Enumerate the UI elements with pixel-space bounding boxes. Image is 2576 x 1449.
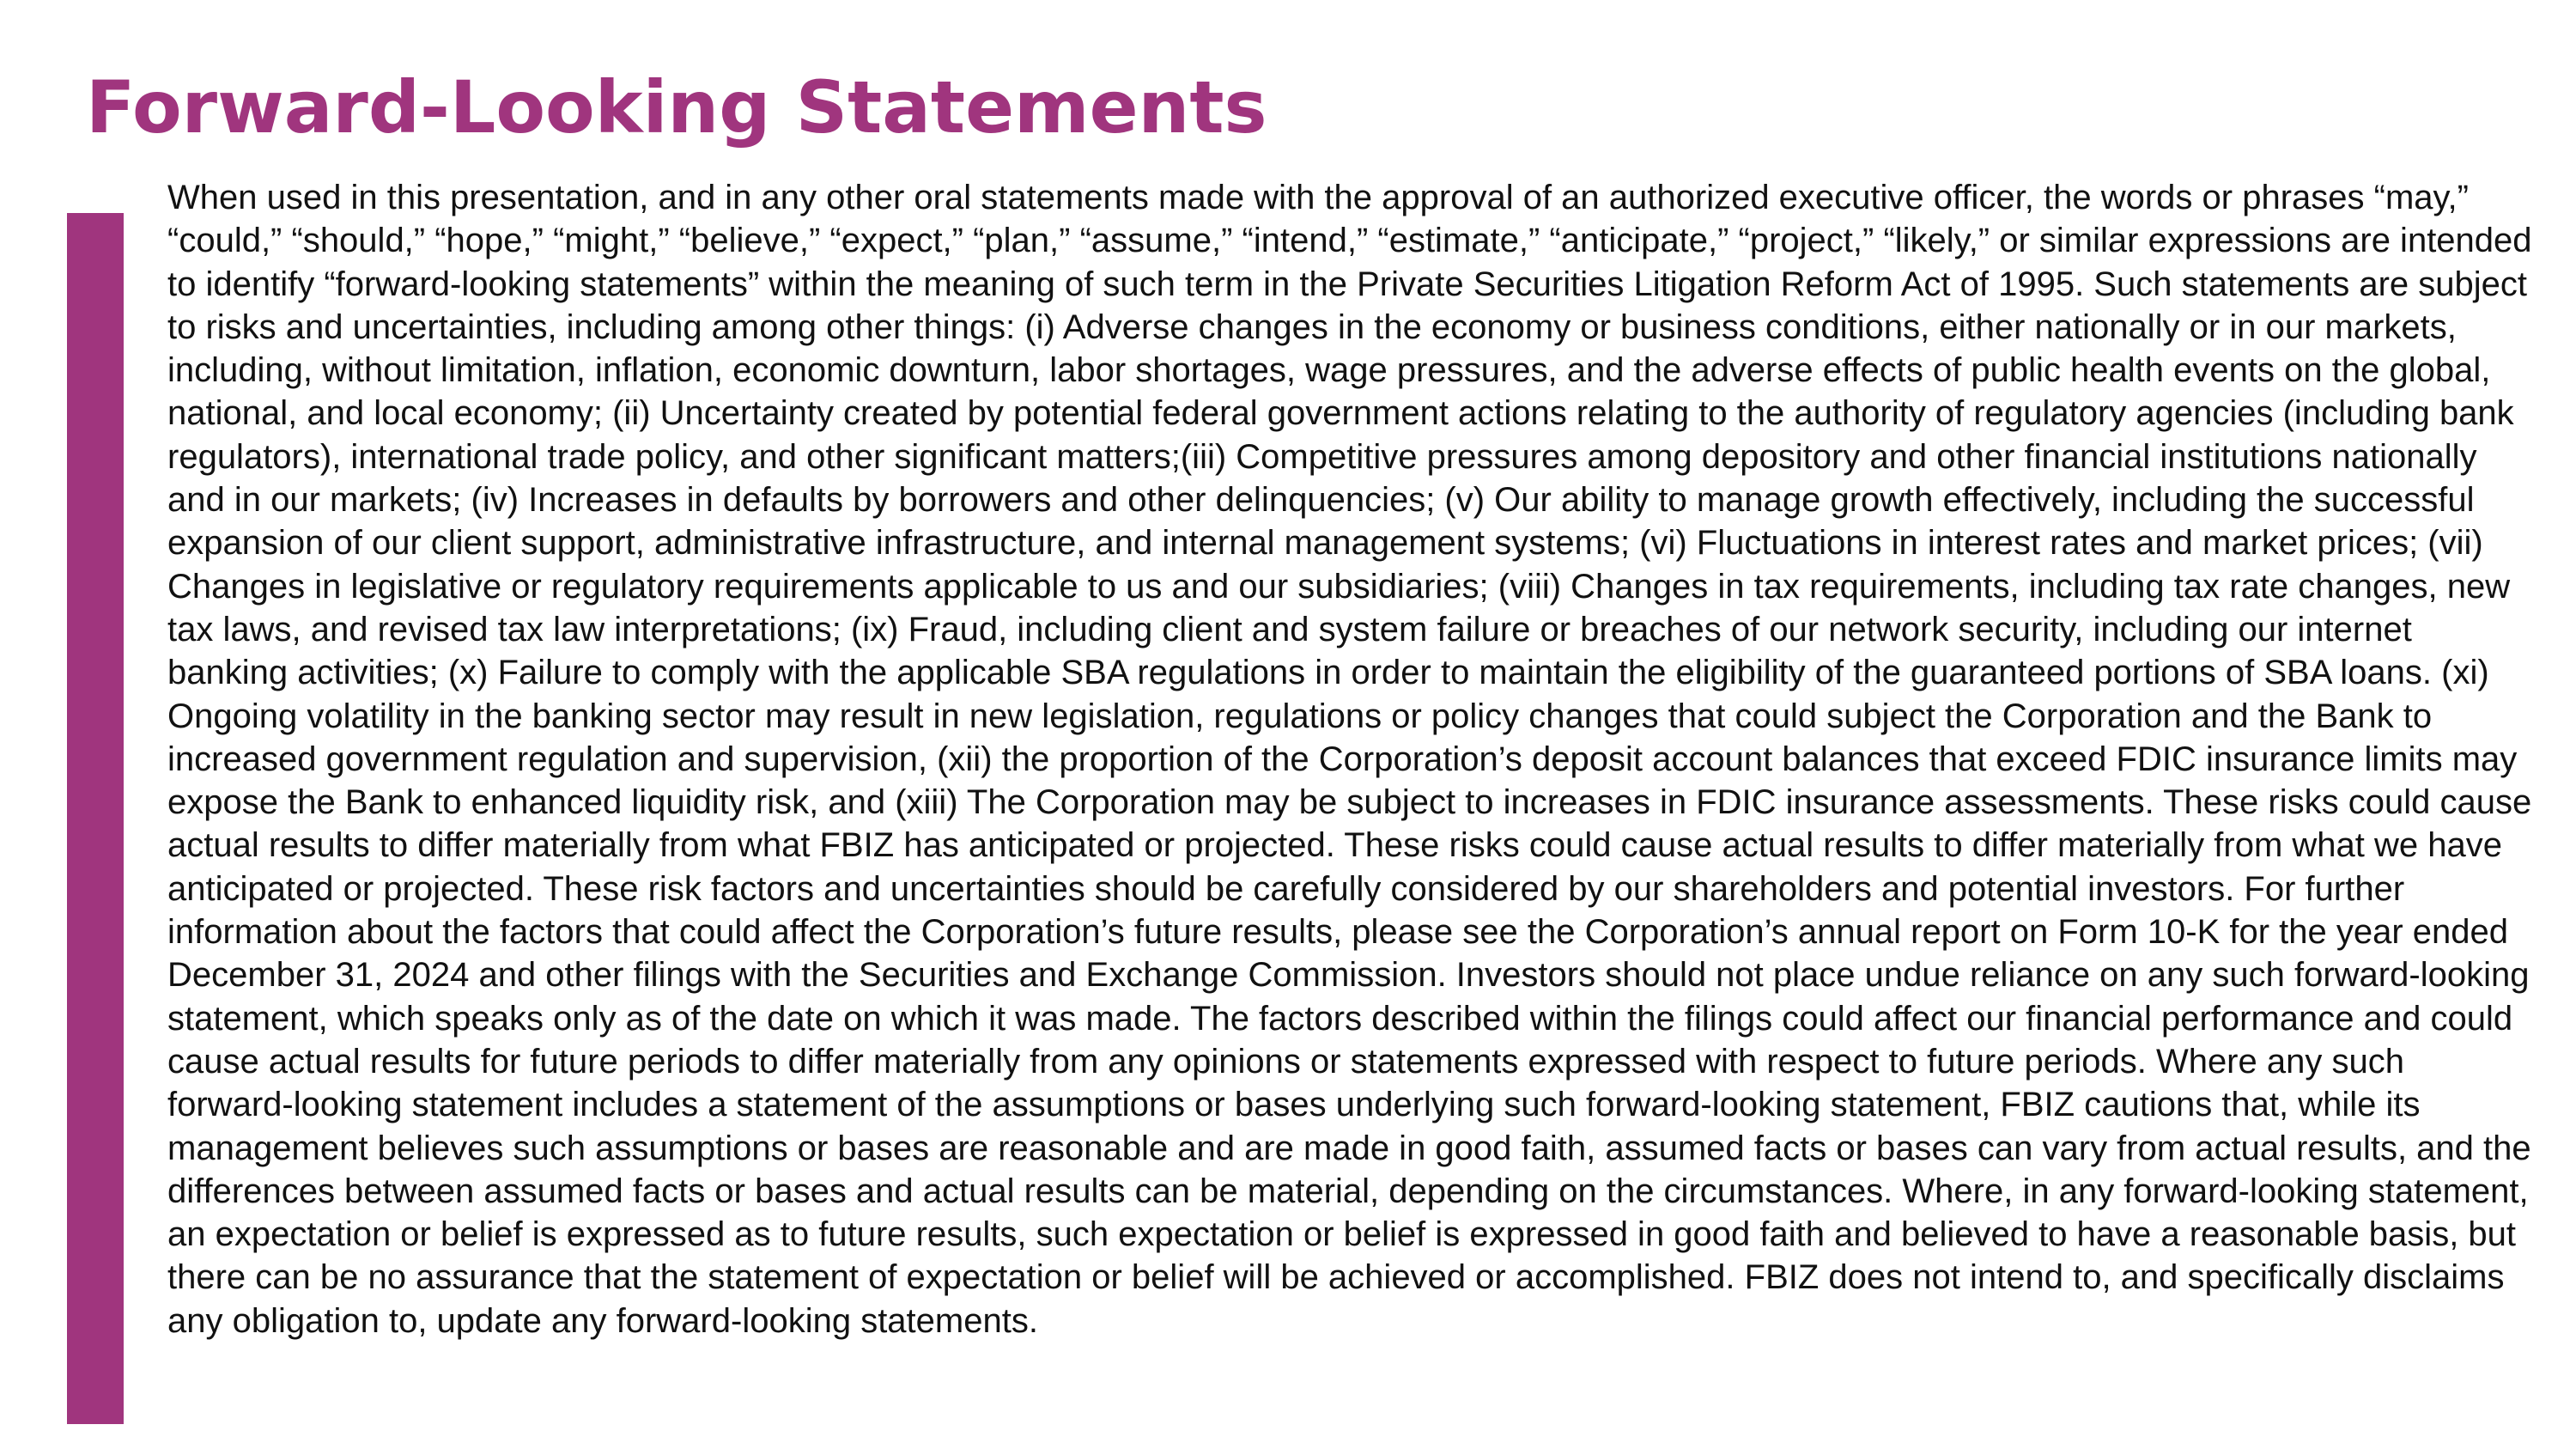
disclaimer-body: When used in this presentation, and in any other oral statements made with the approval of an authorized executive officer, the words or phrases “may,” “could,” “should,” “hope,” “might,” “believe,” “expect,” “plan,” “assume,” “intend,” “estimate,” “anticipate,” “project,” “likely,” or similar expressions are intended to identify “forward-looking statements” within the meaning of such term in the Private Securities Litigation Reform Act of 1995. Such statements are subject to risks and uncertainties, including among other things: (i) Adverse changes in the economy or business conditions, either nationally or in our markets, including, without limitation, inflation, economic downturn, labor shortages, wage pressures, and the adverse effects of public health events on the global, national, and local economy; (ii) Uncertainty created by potential federal government actions relating to the authority of regulatory agencies (including bank regulators), international trade policy, and other significant matters;(iii) Competitive pressures among depository and other financial institutions nationally and in our markets; (iv) Increases in defaults by borrowers and other delinquencies; (v) Our ability to manage growth effectively, including the successful expansion of our client support, administrative infrastructure, and internal management systems; (vi) Fluctuations in interest rates and market prices; (vii) Changes in legislative or regulatory requirements applicable to us and our subsidiaries; (viii) Changes in tax requirements, including tax rate changes, new tax laws, and revised tax law interpretations; (ix) Fraud, including client and system failure or breaches of our network security, including our internet banking activities; (x) Failure to comply with the applicable SBA regulations in order to maintain the eligibility of the guaranteed portions of SBA loans. (xi) Ongoing volatility in the banking sector may result in new legislation, regulations or policy changes that could subject the Corporation and the Bank to increased government regulation and supervision, (xii) the proportion of the Corporation’s deposit account balances that exceed FDIC insurance limits may expose the Bank to enhanced liquidity risk, and (xiii) The Corporation may be subject to increases in FDIC insurance assessments. These risks could cause actual results to differ materially from what FBIZ has anticipated or projected. These risks could cause actual results to differ materially from what we have anticipated or projected. These risk factors and uncertainties should be carefully considered by our shareholders and potential investors. For further information about the factors that could affect the Corporation’s future results, please see the Corporation’s annual report on Form 10-K for the year ended December 31, 2024 and other filings with the Securities and Exchange Commission. Investors should not place undue reliance on any such forward-looking statement, which speaks only as of the date on which it was made. The factors described within the filings could affect our financial performance and could cause actual results for future periods to differ materially from any opinions or statements expressed with respect to future periods. Where any such forward-looking statement includes a statement of the assumptions or bases underlying such forward-looking statement, FBIZ cautions that, while its management believes such assumptions or bases are reasonable and are made in good faith, assumed facts or bases can vary from actual results, and the differences between assumed facts or bases and actual results can be material, depending on the circumstances. Where, in any forward-looking statement, an expectation or belief is expressed as to future results, such expectation or belief is expressed in good faith and believed to have a reasonable basis, but there can be no assurance that the statement of expectation or belief will be achieved or accomplished. FBIZ does not intend to, and specifically disclaims any obligation to, update any forward-looking statements. bbox=[167, 179, 2532, 1340]
page-title: Forward-Looking Statements bbox=[86, 65, 1267, 149]
accent-bar bbox=[67, 213, 124, 1424]
